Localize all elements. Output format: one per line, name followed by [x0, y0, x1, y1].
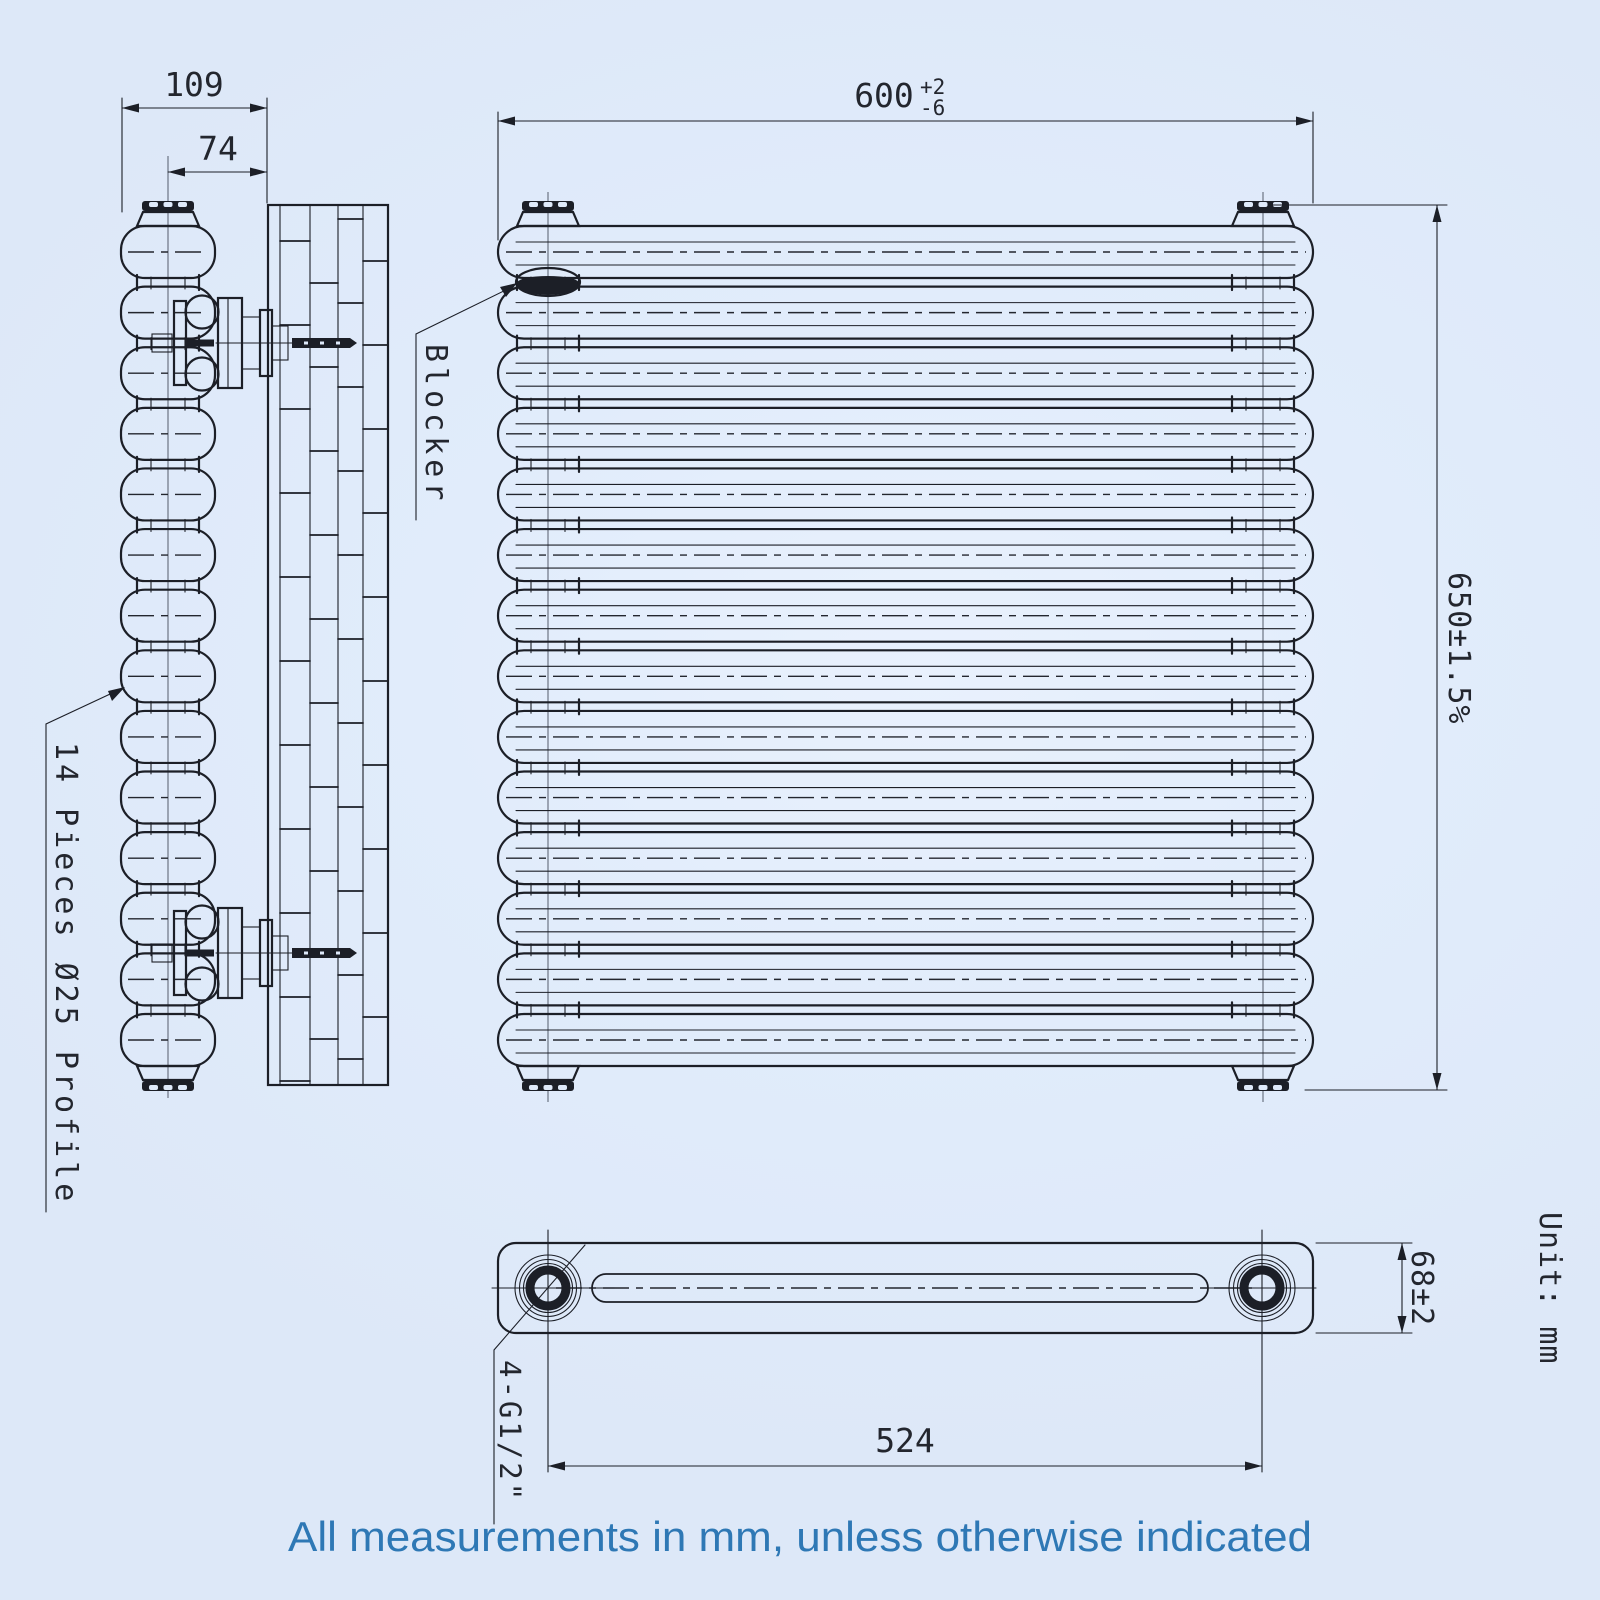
dimension-109	[122, 65, 267, 212]
cap-notch	[164, 202, 173, 207]
bracket-pin	[186, 950, 214, 957]
dim-109-text: 109	[164, 65, 224, 104]
screw-thread-tick	[320, 342, 324, 345]
screw-thread-tick	[304, 342, 308, 345]
dim-524-text: 524	[875, 1421, 935, 1460]
label-blocker	[416, 283, 517, 520]
dimension-74	[168, 129, 267, 177]
front-view	[498, 192, 1313, 1102]
cap-notch	[1273, 1085, 1282, 1090]
dim-600-tol-plus: +2	[920, 75, 946, 99]
bracket-clamp-ring	[186, 968, 219, 1001]
cap-notch	[1259, 1085, 1268, 1090]
wall-brackets	[152, 296, 357, 1001]
arrowhead	[122, 104, 139, 113]
wall-bracket	[152, 296, 357, 391]
wall-screw	[292, 338, 357, 348]
cap-notch	[544, 1085, 553, 1090]
arrowhead	[250, 104, 267, 113]
arrowhead	[1296, 117, 1313, 126]
label-thread	[493, 1245, 585, 1524]
dim-68-text: 68±2	[1404, 1250, 1439, 1327]
cap-notch	[558, 202, 567, 207]
cap-notch	[529, 1085, 538, 1090]
cap-notch	[178, 1085, 187, 1090]
radiator-tubes	[498, 226, 1313, 1066]
cap-notch	[149, 202, 158, 207]
dim-650-text: 650±1.5%	[1441, 572, 1476, 725]
cap-notch	[164, 1085, 173, 1090]
screw-thread-tick	[304, 952, 308, 955]
dim-74-text: 74	[198, 129, 238, 168]
bracket-stub	[152, 334, 172, 352]
arrowhead	[168, 168, 185, 177]
unit-label: Unit: mm	[1532, 1212, 1567, 1365]
dimension-524	[548, 1230, 1262, 1472]
screw-thread-tick	[336, 952, 340, 955]
screw-thread-tick	[320, 952, 324, 955]
label-profile	[46, 687, 125, 1212]
bracket-clamp-ring	[186, 906, 219, 939]
bottom-view	[492, 1243, 1316, 1333]
cap-notch	[558, 1085, 567, 1090]
arrowhead	[1433, 205, 1442, 222]
profile-text: 14 Pieces Ø25 Profile	[48, 742, 83, 1206]
arrowhead	[548, 1462, 565, 1471]
front-end-caps	[517, 201, 1294, 1091]
cap-notch	[544, 202, 553, 207]
dim-600-text: 600	[854, 76, 914, 115]
bracket-pin	[186, 340, 214, 347]
cap-notch	[1259, 202, 1268, 207]
arrowhead	[108, 687, 125, 701]
arrowhead	[500, 283, 517, 297]
thread-text: 4-G1/2"	[493, 1360, 527, 1504]
cap-notch	[529, 202, 538, 207]
arrowhead	[498, 117, 515, 126]
wall-screw	[292, 948, 357, 958]
cap-notch	[1244, 202, 1253, 207]
dimension-68	[1316, 1243, 1439, 1333]
bracket-clamp-ring	[186, 358, 219, 391]
dimension-600	[498, 75, 1313, 240]
cap-notch	[149, 1085, 158, 1090]
arrowhead	[1245, 1462, 1262, 1471]
cap-notch	[1244, 1085, 1253, 1090]
arrowhead	[1433, 1073, 1442, 1090]
cap-notch	[178, 202, 187, 207]
dim-600-tol-minus: -6	[920, 96, 946, 120]
blocker-text: Blocker	[418, 344, 453, 506]
arrowhead	[250, 168, 267, 177]
bracket-plate	[174, 301, 186, 385]
side-view	[121, 156, 215, 1098]
measurement-note: All measurements in mm, unless otherwise indicated	[288, 1513, 1312, 1560]
screw-thread-tick	[336, 342, 340, 345]
